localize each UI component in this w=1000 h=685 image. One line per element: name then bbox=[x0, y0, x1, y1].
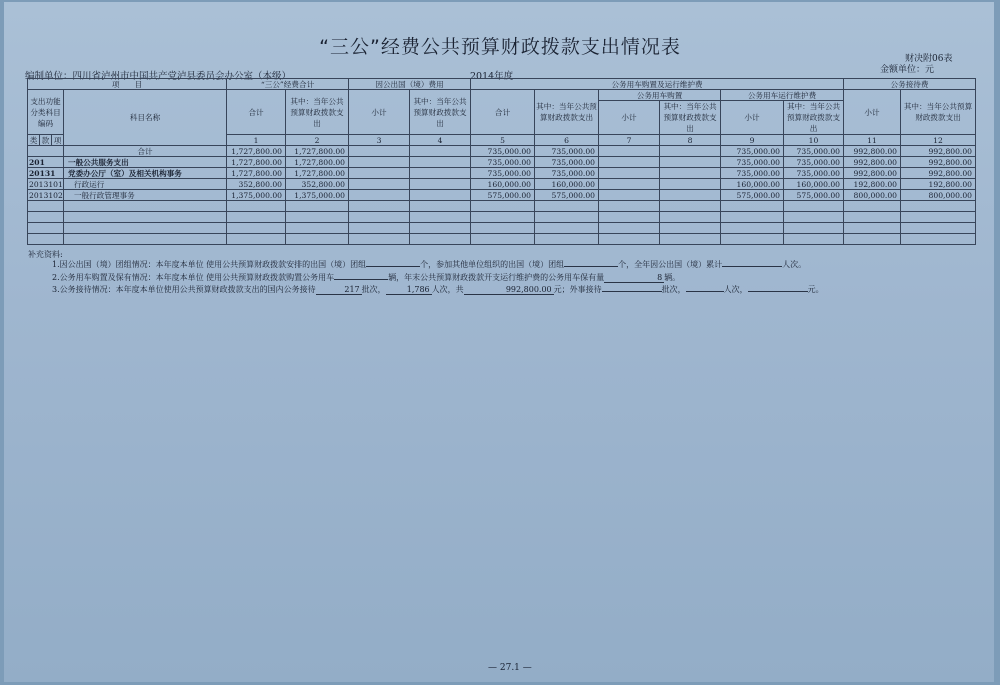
row-value-col-6: 735,000.00 bbox=[535, 157, 599, 168]
note-3-text-e: 批次， bbox=[661, 285, 686, 294]
row-value-col-1: 1,727,800.00 bbox=[227, 146, 286, 157]
note-1-blank-people bbox=[722, 266, 782, 267]
empty-cell bbox=[471, 234, 535, 245]
note-1-text-b: 个，参加其他单位组织的出国（境）团组 bbox=[420, 260, 565, 269]
note-1-blank-groups bbox=[366, 266, 420, 267]
row-value-col-9: 735,000.00 bbox=[721, 168, 784, 179]
empty-row bbox=[28, 223, 976, 234]
row-value-col-8 bbox=[660, 157, 721, 168]
header-func-code: 支出功能分类科目编码 bbox=[28, 90, 64, 135]
row-value-col-8 bbox=[660, 190, 721, 201]
empty-cell bbox=[599, 201, 660, 212]
note-3-foreign-amount bbox=[748, 291, 808, 292]
empty-cell bbox=[721, 201, 784, 212]
header-c12: 其中：当年公共预算财政拨款支出 bbox=[901, 90, 976, 135]
header-c1: 合计 bbox=[227, 90, 286, 135]
table-row bbox=[28, 179, 976, 190]
header-c8: 其中：当年公共预算财政拨款支出 bbox=[660, 101, 721, 135]
empty-cell bbox=[64, 201, 227, 212]
row-value-col-1: 1,727,800.00 bbox=[227, 168, 286, 179]
empty-cell bbox=[471, 223, 535, 234]
col-number: 2 bbox=[286, 135, 349, 146]
col-number: 1 bbox=[227, 135, 286, 146]
row-code: 2013101 bbox=[29, 179, 63, 189]
note-3-text-g: 元。 bbox=[807, 285, 824, 294]
row-value-col-5: 575,000.00 bbox=[471, 190, 535, 201]
empty-cell bbox=[286, 201, 349, 212]
note-1-text-c: 个，全年因公出国（境）累计 bbox=[618, 260, 723, 269]
row-subject-name: 党委办公厅（室）及相关机构事务 bbox=[64, 168, 227, 179]
note-3-text-f: 人次， bbox=[723, 285, 748, 294]
header-c5: 合计 bbox=[471, 90, 535, 135]
row-value-col-2: 1,375,000.00 bbox=[286, 190, 349, 201]
header-vehicle-purchase: 公务用车购置 bbox=[599, 90, 721, 101]
supplementary-heading: 补充资料: bbox=[28, 250, 63, 259]
empty-cell bbox=[784, 201, 844, 212]
row-value-col-4 bbox=[410, 179, 471, 190]
empty-cell bbox=[660, 212, 721, 223]
note-2-text-b: 辆，年末公共预算财政拨款开支运行维护费的公务用车保有量 bbox=[388, 273, 605, 282]
note-3-batches: 217 bbox=[316, 285, 362, 295]
note-1-text-d: 人次。 bbox=[782, 260, 807, 269]
empty-cell bbox=[844, 234, 901, 245]
header-c7: 小计 bbox=[599, 101, 660, 135]
row-value-col-12: 992,800.00 bbox=[901, 168, 976, 179]
note-3-amount: 992,800.00 bbox=[464, 285, 554, 295]
header-item: 项 目 bbox=[28, 79, 227, 90]
note-2-vehicle-count: 8 bbox=[604, 273, 664, 283]
empty-cell bbox=[286, 223, 349, 234]
row-value-col-11: 192,800.00 bbox=[844, 179, 901, 190]
empty-cell bbox=[410, 234, 471, 245]
empty-cell bbox=[28, 234, 64, 245]
empty-cell bbox=[227, 201, 286, 212]
row-value-col-6: 735,000.00 bbox=[535, 146, 599, 157]
row-value-col-10: 735,000.00 bbox=[784, 168, 844, 179]
empty-cell bbox=[901, 234, 976, 245]
note-2-blank-purchased bbox=[334, 279, 388, 280]
page-number: — 27.1 — bbox=[488, 663, 532, 673]
table-row bbox=[28, 157, 976, 168]
note-2 bbox=[52, 272, 680, 283]
col-number: 10 bbox=[784, 135, 844, 146]
empty-cell bbox=[901, 223, 976, 234]
empty-cell bbox=[844, 201, 901, 212]
row-code: 201 bbox=[28, 157, 64, 168]
empty-row bbox=[28, 201, 976, 212]
row-code: 2013102 bbox=[29, 190, 63, 200]
col-number: 3 bbox=[349, 135, 410, 146]
header-vehicle: 公务用车购置及运行维护费 bbox=[471, 79, 844, 90]
empty-cell bbox=[471, 201, 535, 212]
empty-cell bbox=[784, 212, 844, 223]
note-3-text-a: 3.公务接待情况：本年度本单位使用公共预算财政拨款支出的国内公务接待 bbox=[52, 285, 316, 294]
empty-cell bbox=[721, 223, 784, 234]
empty-cell bbox=[28, 201, 64, 212]
empty-cell bbox=[784, 234, 844, 245]
empty-cell bbox=[599, 234, 660, 245]
empty-cell bbox=[227, 212, 286, 223]
row-value-col-6: 575,000.00 bbox=[535, 190, 599, 201]
row-value-col-5: 160,000.00 bbox=[471, 179, 535, 190]
note-1-text-a: 1.因公出国（境）团组情况：本年度本单位 使用公共预算财政拨款安排的出国（境）团组 bbox=[52, 260, 367, 269]
row-value-col-12: 192,800.00 bbox=[901, 179, 976, 190]
row-value-col-7 bbox=[599, 179, 660, 190]
row-value-col-11: 992,800.00 bbox=[844, 168, 901, 179]
fiscal-year: 2014年度 bbox=[470, 71, 514, 82]
row-value-col-10: 735,000.00 bbox=[784, 157, 844, 168]
empty-cell bbox=[535, 223, 599, 234]
empty-cell bbox=[784, 223, 844, 234]
expenditure-table bbox=[27, 78, 976, 245]
row-value-col-9: 575,000.00 bbox=[721, 190, 784, 201]
col-number: 8 bbox=[660, 135, 721, 146]
row-value-col-12: 992,800.00 bbox=[901, 146, 976, 157]
row-value-col-4 bbox=[410, 157, 471, 168]
empty-row bbox=[28, 212, 976, 223]
empty-cell bbox=[28, 223, 64, 234]
empty-cell bbox=[535, 201, 599, 212]
row-subject-name: 行政运行 bbox=[64, 179, 227, 190]
header-sangong-total: “三公”经费合计 bbox=[227, 79, 349, 90]
note-1-blank-other-groups bbox=[564, 266, 618, 267]
note-3-text-d: 元；外事接待 bbox=[553, 285, 602, 294]
empty-cell bbox=[64, 223, 227, 234]
row-value-col-1: 1,375,000.00 bbox=[227, 190, 286, 201]
form-number: 财决附06表 bbox=[905, 54, 953, 64]
empty-cell bbox=[227, 234, 286, 245]
empty-cell bbox=[901, 201, 976, 212]
row-value-col-2: 1,727,800.00 bbox=[286, 157, 349, 168]
row-value-col-6: 735,000.00 bbox=[535, 168, 599, 179]
row-value-col-7 bbox=[599, 190, 660, 201]
row-value-col-7 bbox=[599, 146, 660, 157]
document-title: “三公”经费公共预算财政拨款支出情况表 bbox=[319, 36, 681, 58]
row-value-col-11: 800,000.00 bbox=[844, 190, 901, 201]
row-code: 20131 bbox=[28, 168, 64, 179]
header-vehicle-run: 公务用车运行维护费 bbox=[721, 90, 844, 101]
header-lei: 类 bbox=[28, 135, 40, 146]
header-c11: 小计 bbox=[844, 90, 901, 135]
header-xiang: 项 bbox=[52, 135, 64, 146]
empty-cell bbox=[64, 212, 227, 223]
row-value-col-6: 160,000.00 bbox=[535, 179, 599, 190]
row-value-col-4 bbox=[410, 168, 471, 179]
col-number: 4 bbox=[410, 135, 471, 146]
row-value-col-4 bbox=[410, 146, 471, 157]
empty-cell bbox=[349, 223, 410, 234]
note-1 bbox=[52, 259, 806, 270]
row-value-col-12: 992,800.00 bbox=[901, 157, 976, 168]
note-3-foreign-batches bbox=[602, 291, 662, 292]
header-subject-name: 科目名称 bbox=[64, 90, 227, 146]
note-3-people: 1,786 bbox=[386, 285, 432, 295]
row-value-col-5: 735,000.00 bbox=[471, 168, 535, 179]
empty-cell bbox=[349, 201, 410, 212]
empty-row bbox=[28, 234, 976, 245]
empty-cell bbox=[844, 223, 901, 234]
empty-cell bbox=[535, 212, 599, 223]
note-3-text-c: 人次，共 bbox=[431, 285, 464, 294]
header-reception: 公务接待费 bbox=[844, 79, 976, 90]
table-row bbox=[28, 168, 976, 179]
row-value-col-8 bbox=[660, 179, 721, 190]
empty-cell bbox=[349, 234, 410, 245]
note-3-text-b: 批次， bbox=[361, 285, 386, 294]
row-value-col-3 bbox=[349, 179, 410, 190]
empty-cell bbox=[599, 212, 660, 223]
empty-cell bbox=[660, 234, 721, 245]
empty-cell bbox=[410, 201, 471, 212]
empty-cell bbox=[64, 234, 227, 245]
row-value-col-11: 992,800.00 bbox=[844, 146, 901, 157]
empty-cell bbox=[286, 234, 349, 245]
row-code bbox=[28, 146, 64, 157]
row-value-col-9: 735,000.00 bbox=[721, 157, 784, 168]
table-row bbox=[28, 146, 976, 157]
row-value-col-9: 160,000.00 bbox=[721, 179, 784, 190]
empty-cell bbox=[599, 223, 660, 234]
note-3-foreign-people bbox=[686, 291, 724, 292]
row-value-col-10: 575,000.00 bbox=[784, 190, 844, 201]
row-value-col-8 bbox=[660, 168, 721, 179]
row-value-col-9: 735,000.00 bbox=[721, 146, 784, 157]
header-c4: 其中：当年公共预算财政拨款支出 bbox=[410, 90, 471, 135]
empty-cell bbox=[286, 212, 349, 223]
empty-cell bbox=[721, 212, 784, 223]
row-value-col-7 bbox=[599, 168, 660, 179]
col-number: 11 bbox=[844, 135, 901, 146]
note-2-text-a: 2.公务用车购置及保有情况：本年度本单位 使用公共预算财政拨款购置公务用车 bbox=[52, 273, 335, 282]
row-subject-name: 一般公共服务支出 bbox=[64, 157, 227, 168]
empty-cell bbox=[660, 223, 721, 234]
header-c3: 小计 bbox=[349, 90, 410, 135]
amount-unit: 金额单位：元 bbox=[880, 65, 935, 75]
compiling-unit: 编制单位：四川省泸州市中国共产党泸县委员会办公室（本级） bbox=[25, 71, 292, 82]
header-c10: 其中：当年公共预算财政拨款支出 bbox=[784, 101, 844, 135]
header-abroad: 因公出国（境）费用 bbox=[349, 79, 471, 90]
empty-cell bbox=[227, 223, 286, 234]
header-kuan: 款 bbox=[40, 135, 52, 146]
col-number: 7 bbox=[599, 135, 660, 146]
col-number: 12 bbox=[901, 135, 976, 146]
empty-cell bbox=[471, 212, 535, 223]
row-value-col-5: 735,000.00 bbox=[471, 157, 535, 168]
header-c6: 其中：当年公共预算财政拨款支出 bbox=[535, 90, 599, 135]
row-value-col-2: 1,727,800.00 bbox=[286, 146, 349, 157]
row-value-col-3 bbox=[349, 190, 410, 201]
note-3 bbox=[52, 284, 824, 295]
empty-cell bbox=[410, 223, 471, 234]
row-value-col-3 bbox=[349, 157, 410, 168]
empty-cell bbox=[28, 212, 64, 223]
empty-cell bbox=[535, 234, 599, 245]
row-value-col-10: 735,000.00 bbox=[784, 146, 844, 157]
table-row bbox=[28, 190, 976, 201]
empty-cell bbox=[721, 234, 784, 245]
row-subject-name: 合计 bbox=[64, 146, 227, 157]
note-2-text-c: 辆。 bbox=[664, 273, 681, 282]
row-value-col-1: 1,727,800.00 bbox=[227, 157, 286, 168]
row-value-col-2: 352,800.00 bbox=[286, 179, 349, 190]
row-value-col-4 bbox=[410, 190, 471, 201]
row-value-col-2: 1,727,800.00 bbox=[286, 168, 349, 179]
col-number: 6 bbox=[535, 135, 599, 146]
row-value-col-12: 800,000.00 bbox=[901, 190, 976, 201]
row-value-col-3 bbox=[349, 168, 410, 179]
row-value-col-8 bbox=[660, 146, 721, 157]
header-c2: 其中：当年公共预算财政拨款支出 bbox=[286, 90, 349, 135]
empty-cell bbox=[901, 212, 976, 223]
col-number: 5 bbox=[471, 135, 535, 146]
empty-cell bbox=[844, 212, 901, 223]
row-value-col-7 bbox=[599, 157, 660, 168]
header-c9: 小计 bbox=[721, 101, 784, 135]
row-value-col-5: 735,000.00 bbox=[471, 146, 535, 157]
col-number: 9 bbox=[721, 135, 784, 146]
row-value-col-10: 160,000.00 bbox=[784, 179, 844, 190]
empty-cell bbox=[410, 212, 471, 223]
row-value-col-11: 992,800.00 bbox=[844, 157, 901, 168]
empty-cell bbox=[660, 201, 721, 212]
row-value-col-1: 352,800.00 bbox=[227, 179, 286, 190]
row-value-col-3 bbox=[349, 146, 410, 157]
row-subject-name: 一般行政管理事务 bbox=[64, 190, 227, 201]
empty-cell bbox=[349, 212, 410, 223]
